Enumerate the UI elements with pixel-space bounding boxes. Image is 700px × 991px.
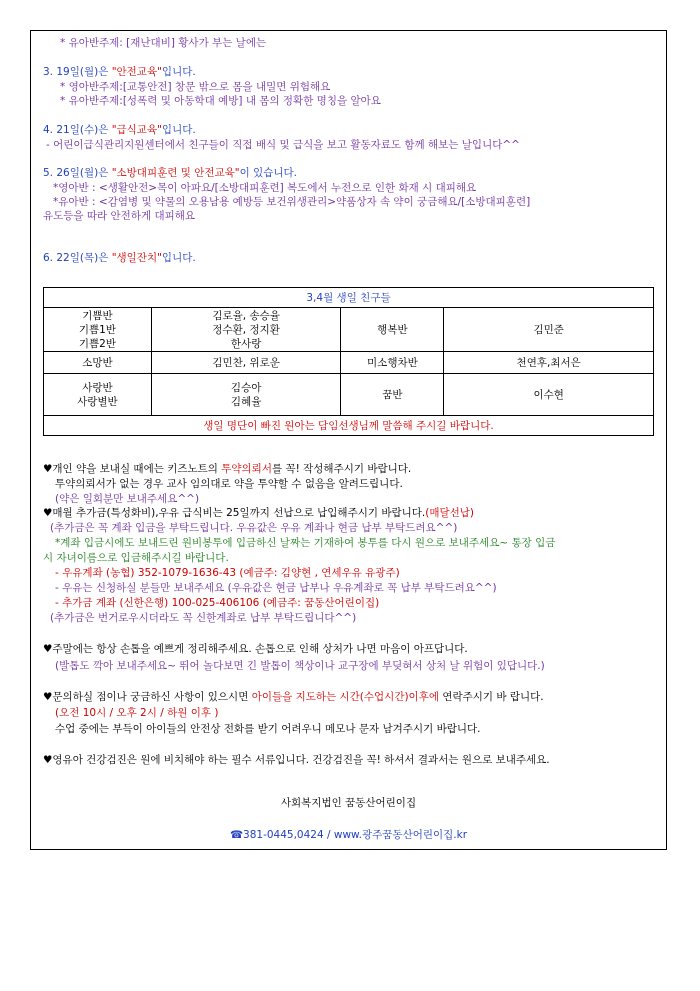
fee-notice: ♥매월 추가금(특성화비),우유 급식비는 25일까지 선납으로 납입해주시기 바랍니다.(매달선납) [43,507,475,519]
class-name: 미소행차반 [341,352,444,374]
info-line: (추가금은 번거로우시더라도 꼭 신한계좌로 납부 부탁드립니다^^) [50,612,357,624]
class-name: 기쁨반 기쁨1반 기쁨2반 [44,308,152,352]
notice-heading: 4. 21일(수)은 "급식교육"입니다. [43,124,196,136]
notice-line: * 영아반주제:[교통안전] 창문 밖으로 몸을 내밀면 위험해요 [60,81,331,93]
contact-notice: ♥문의하실 점이나 궁금하신 사항이 있으시면 아이들을 지도하는 시간(수업시간)이후에 연락주시기 바 랍니다. [43,691,544,703]
class-name: 사랑반 사랑별반 [44,374,152,416]
notice-heading: 3. 19일(월)은 "안전교육"입니다. [43,66,196,78]
child-names: 김민준 [444,308,654,352]
contact-times: (오전 10시 / 오후 2시 / 하원 이후 ) [55,707,219,719]
class-name: 소망반 [44,352,152,374]
child-names: 김승아 김혜율 [151,374,341,416]
contact-info: ☎381-0445,0424 / www.광주꿈동산어린이집.kr [229,829,468,841]
info-line: (추가금은 꼭 계좌 입금을 부탁드립니다. 우유값은 우유 계좌나 현금 납부 부탁드려요^^) [50,522,458,534]
notice-line: *영아반 : <생활안전>목이 아파요/[소방대피훈련] 복도에서 누전으로 인한 화재 시 대피해요 [53,182,477,194]
notice-heading: 6. 22일(목)은 "생일잔치"입니다. [43,252,196,264]
birthday-title: 3,4월 생일 친구들 [44,288,654,308]
notice-line: *유아반 : <감염병 및 약물의 오용남용 예방등 보건위생관리>약품상자 속 약이 궁금해요/[소방대피훈련] [53,196,531,208]
child-names: 이수현 [444,374,654,416]
birthday-table [43,287,654,436]
health-notice: ♥영유아 건강검진은 원에 비치해야 하는 필수 서류입니다. 건강검진을 꼭! 하셔서 결과서는 원으로 보내주세요. [43,754,550,766]
child-names: 김로율, 송승율 정수환, 정지환 한사랑 [151,308,341,352]
info-line: (발톱도 깍아 보내주세요~ 뛰어 놀다보면 긴 발톱이 책상이나 교구장에 부딪혀서 상처 날 위험이 있답니다.) [55,660,545,672]
child-names: 천연후,최서은 [444,352,654,374]
org-name: 사회복지법인 꿈동산어린이집 [280,797,417,809]
info-line: *계좌 입금시에도 보내드린 원비봉투에 입금하신 날짜는 기재하여 봉투를 다시 원으로 보내주세요~ 통장 입금 [55,537,556,549]
medicine-notice: ♥개인 약을 보내실 때에는 키즈노트의 투약의뢰서를 꼭! 작성해주시기 바랍니다. [43,463,412,475]
birthday-note: 생일 명단이 빠진 원아는 담임선생님께 말씀해 주시길 바랍니다. [44,416,654,436]
notice-line: * 유아반주제:[성폭력 및 아동학대 예방] 내 몸의 정확한 명칭을 알아요 [60,95,381,107]
bank-account-extra: - 추가금 계좌 (신한은행) 100-025-406106 (예금주: 꿈동산어린이집) [55,597,380,609]
class-name: 꿈반 [341,374,444,416]
info-line: 시 자녀이름으로 입금해주시길 바랍니다. [43,552,229,564]
child-names: 김민찬, 위로운 [151,352,341,374]
info-line: 투약의뢰서가 없는 경우 교사 임의대로 약을 투약할 수 없음을 알려드립니다. [55,478,403,490]
notice-line: * 유아반주제: [재난대비] 황사가 부는 날에는 [60,37,267,49]
bank-account-milk: - 우유계좌 (농협) 352-1079-1636-43 (예금주: 김양현 , 연세우유 유광주) [55,567,400,579]
notice-line: - 어린이급식관리지원센터에서 친구들이 직접 배식 및 급식을 보고 활동자료도 함께 해보는 날입니다^^ [46,139,520,151]
info-line: - 우유는 신청하실 분들만 보내주세요 (우유값은 현금 납부나 우유계좌로 꼭 납부 부탁드려요^^) [55,582,497,594]
info-line: 수업 중에는 부득이 아이들의 안전상 전화를 받기 어려우니 메모나 문자 남겨주시기 바랍니다. [55,723,481,735]
notice-heading: 5. 26일(월)은 "소방대피훈련 및 안전교육"이 있습니다. [43,167,297,179]
info-line: (약은 일회분만 보내주세요^^) [55,493,200,505]
notice-line: 유도등을 따라 안전하게 대피해요 [43,210,196,222]
class-name: 행복반 [341,308,444,352]
nail-notice: ♥주말에는 항상 손톱을 예쁘게 정리해주세요. 손톱으로 인해 상처가 나면 마음이 아프답니다. [43,643,468,655]
